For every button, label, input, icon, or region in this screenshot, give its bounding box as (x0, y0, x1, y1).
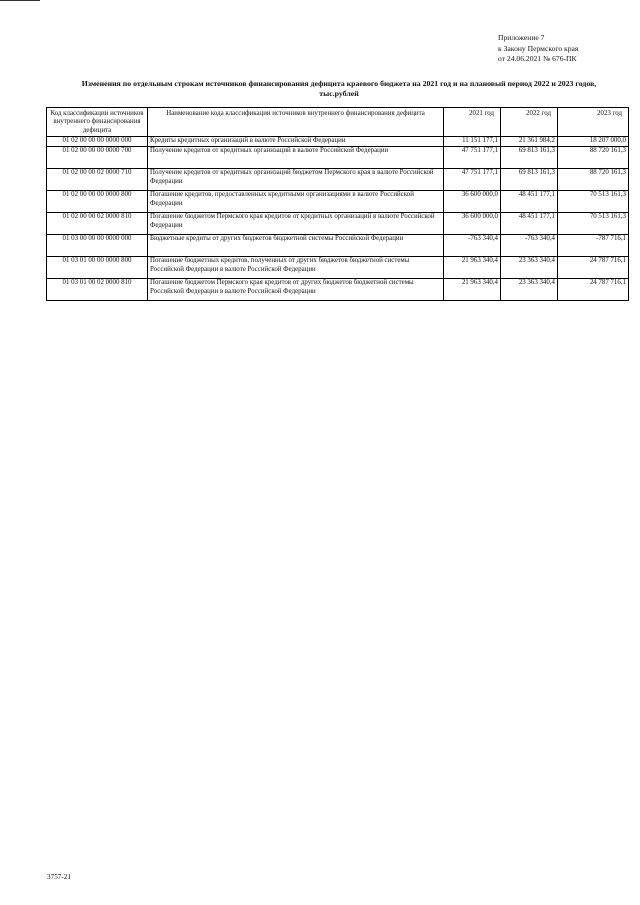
table-row (47, 213, 629, 235)
row-value-2023: 70 513 161,3 (558, 191, 629, 213)
table-row (47, 169, 629, 191)
appendix-block (498, 33, 578, 65)
row-name: Погашение бюджетных кредитов, полученных от других бюджетов бюджетной системы Российской Федерации в валюте Российской Федерации (148, 257, 444, 279)
row-value-2021: -763 340,4 (444, 235, 501, 257)
row-value-2023: -787 716,1 (558, 235, 629, 257)
row-value-2023: 24 787 716,1 (558, 257, 629, 279)
row-name: Получение кредитов от кредитных организаций бюджетом Пермского края в валюте Российской Федерации (148, 169, 444, 191)
row-name: Бюджетные кредиты от других бюджетов бюджетной системы Российской Федерации (148, 235, 444, 257)
row-value-2023: 88 720 161,3 (558, 147, 629, 169)
sources-table (46, 107, 629, 301)
title-line-1: Изменения по отдельным строкам источников финансирования дефицита краевого бюджета на 2021 год и на плановый период 2022 и 2023 годов, (81, 79, 597, 88)
row-value-2021: 47 751 177,1 (444, 169, 501, 191)
row-value-2023: 24 787 716,1 (558, 279, 629, 301)
row-code: 01 03 01 00 00 0000 800 (47, 257, 148, 279)
row-value-2021: 36 600 000,0 (444, 191, 501, 213)
table-row (47, 147, 629, 169)
table-header-row (47, 108, 629, 137)
document-registration-number: 3757-21 (47, 873, 71, 881)
header-name: Наименование кода классификации источников внутреннего финансирования дефицита (148, 108, 444, 137)
row-value-2021: 47 751 177,1 (444, 147, 501, 169)
row-value-2022: 69 813 161,3 (501, 169, 558, 191)
table-row (47, 235, 629, 257)
top-edge-line (0, 0, 40, 1)
row-code: 01 02 00 00 00 0000 000 (47, 137, 148, 147)
row-code: 01 03 00 00 00 0000 000 (47, 235, 148, 257)
row-name: Кредиты кредитных организаций в валюте Российской Федерации (148, 137, 444, 147)
row-code: 01 02 00 00 00 0000 700 (47, 147, 148, 169)
document-title (48, 79, 630, 99)
row-value-2022: 48 451 177,1 (501, 191, 558, 213)
table-row (47, 137, 629, 147)
table-row (47, 257, 629, 279)
row-value-2022: 69 813 161,3 (501, 147, 558, 169)
row-name: Погашение бюджетом Пермского края кредитов от кредитных организаций в валюте Российской Федерации (148, 213, 444, 235)
row-value-2021: 21 963 340,4 (444, 257, 501, 279)
row-code: 01 03 01 00 02 0000 810 (47, 279, 148, 301)
row-value-2023: 18 207 000,0 (558, 137, 629, 147)
table-row (47, 279, 629, 301)
row-value-2021: 11 151 177,1 (444, 137, 501, 147)
row-value-2021: 36 600 000,0 (444, 213, 501, 235)
row-code: 01 02 00 00 02 0000 710 (47, 169, 148, 191)
row-code: 01 02 00 00 02 0000 810 (47, 213, 148, 235)
row-value-2022: 48 451 177,1 (501, 213, 558, 235)
header-2023: 2023 год (558, 108, 629, 137)
header-code: Код классификации источников внутреннего финансирования дефицита (47, 108, 148, 137)
row-value-2023: 70 513 161,3 (558, 213, 629, 235)
row-value-2022: 21 361 984,2 (501, 137, 558, 147)
row-name: Погашение кредитов, предоставленных кредитными организациями в валюте Российской Федерации (148, 191, 444, 213)
row-value-2022: 23 363 340,4 (501, 279, 558, 301)
row-value-2021: 21 963 340,4 (444, 279, 501, 301)
row-name: Получение кредитов от кредитных организаций в валюте Российской Федерации (148, 147, 444, 169)
appendix-law-ref: к Закону Пермского края (498, 43, 579, 53)
row-name: Погашение бюджетом Пермского края кредитов от других бюджетов бюджетной системы Российской Федерации в валюте Российской Федерации (148, 279, 444, 301)
row-value-2023: 88 720 161,3 (558, 169, 629, 191)
row-value-2022: 23 363 340,4 (501, 257, 558, 279)
header-2021: 2021 год (444, 108, 501, 137)
title-line-2: тыс.рублей (319, 89, 359, 98)
appendix-law-date: от 24.06.2021 № 676-ПК (498, 54, 577, 63)
header-2022: 2022 год (501, 108, 558, 137)
table-row (47, 191, 629, 213)
row-code: 01 02 00 00 00 0000 800 (47, 191, 148, 213)
row-value-2022: -763 340,4 (501, 235, 558, 257)
appendix-number: Приложение 7 (498, 33, 545, 42)
